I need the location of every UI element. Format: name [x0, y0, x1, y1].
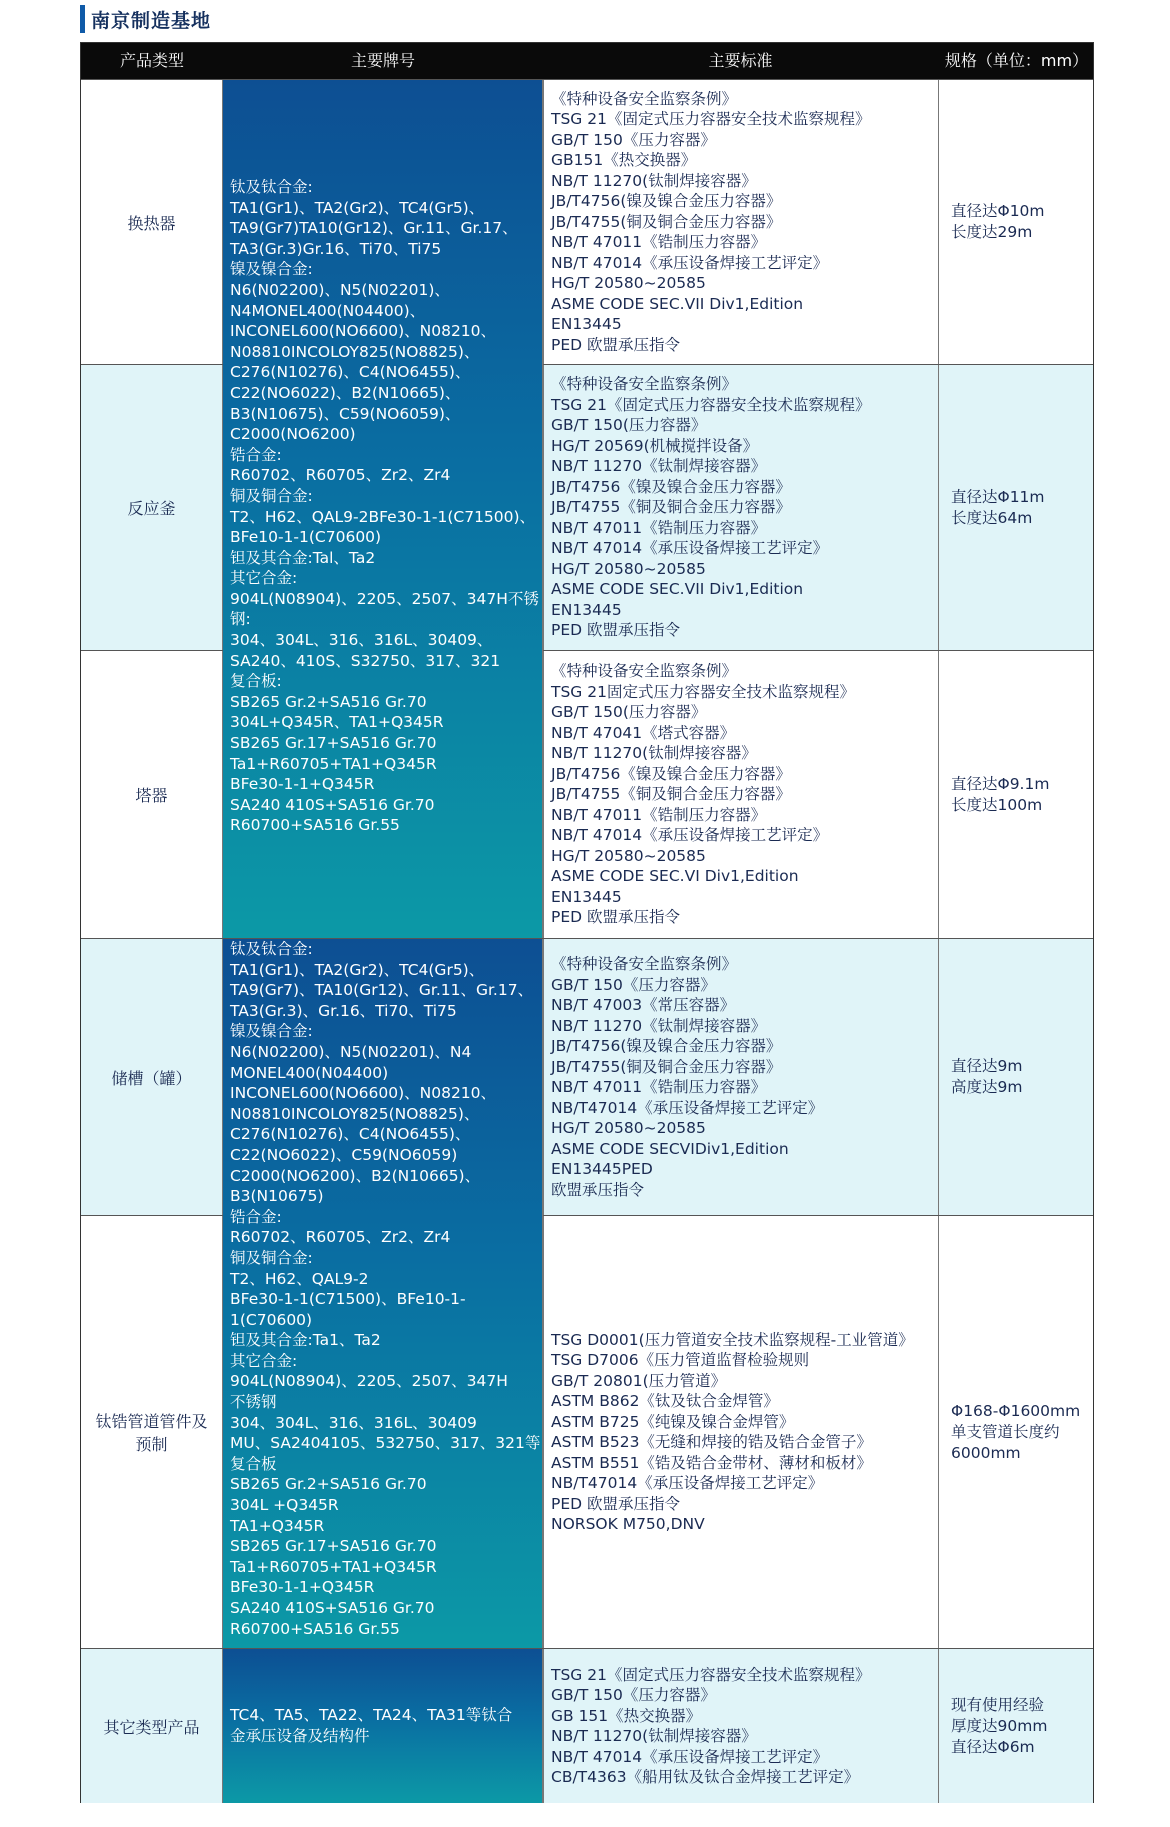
standards-cell: 《特种设备安全监察条例》 GB/T 150《压力容器》 NB/T 47003《常压容器》 NB/T 11270《钛制焊接容器》 JB/T4756(镍及镍合金压力容器》 JB/T4755(铜及铜合金压力容器》 NB/T 47011《锆制压力容器》 NB/T47014《承压设备焊接工艺评定》 HG/T 20580~20585 ASME CODE SECVIDiv1,Edition EN13445PED 欧盟承压指令 — [543, 939, 938, 1215]
brand-block-other — [223, 1649, 543, 1803]
standards-cell: 《特种设备安全监察条例》 TSG 21《固定式压力容器安全技术监察规程》 GB/T 150(压力容器》 HG/T 20569(机械搅拌设备》 NB/T 11270《钛制焊接容器》 JB/T4756《镍及镍合金压力容器》 JB/T4755《铜及铜合金压力容器》 NB/T 47011《锆制压力容器》 NB/T 47014《承压设备焊接工艺评定》 HG/T 20580~20585 ASME CODE SEC.VII Div1,Edition EN13445 PED 欧盟承压指令 — [543, 365, 938, 650]
brand-list: TC4、TA5、TA22、TA24、TA31等钛合 金承压设备及结构件 — [230, 1706, 513, 1745]
section-title-bar — [80, 4, 211, 34]
brand-list: 钛及钛合金: TA1(Gr1)、TA2(Gr2)、TC4(Gr5)、 TA9(Gr7)TA10(Gr12)、Gr.11、Gr.17、 TA3(Gr.3)Gr.16、Ti70、Ti75 镍及镍合金: N6(N02200)、N5(N02201)、 N4MONEL400(N04400)、 INCONEL600(NO6600)、N08210、 N08810INCOLOY825(NO8825)、 C276(N10276)、C4(NO6455)、 C22(NO6022)、B2(N10665)、 B3(N10675)、C59(NO6059)、 C2000(NO6200) 锆合金: R60702、R60705、Zr2、Zr4 铜及铜合金: T2、H62、QAL9-2BFe30-1-1(C71500)、 BFe10-1-1(C70600) 钽及其合金:Tal、Ta2 其它合金: 904L(N08904)、2205、2507、347H不锈 钢: 304、304L、316、316L、30409、 SA240、410S、S32750、317、321 复合板: SB265 Gr.2+SA516 Gr.70 304L+Q345R、TA1+Q345R SB265 Gr.17+SA516 Gr.70 Ta1+R60705+TA1+Q345R BFe30-1-1+Q345R SA240 410S+SA516 Gr.70 R60700+SA516 Gr.55 — [230, 178, 539, 835]
standards-cell: 《特种设备安全监察条例》 TSG 21固定式压力容器安全技术监察规程》 GB/T 150(压力容器》 NB/T 47041《塔式容器》 NB/T 11270(钛制焊接容器》 JB/T4756《镍及镍合金压力容器》 JB/T4755《铜及铜合金压力容器》 NB/T 47011《锆制压力容器》 NB/T 47014《承压设备焊接工艺评定》 HG/T 20580~20585 ASME CODE SEC.VI Div1,Edition EN13445 PED 欧盟承压指令 — [543, 651, 938, 938]
spec-cell: 现有使用经验 厚度达90mm 直径达Φ6m — [938, 1649, 1095, 1803]
spec-cell: 直径达Φ11m 长度达64m — [938, 365, 1095, 650]
header-spec: 规格（单位：mm） — [944, 51, 1089, 70]
product-table — [80, 42, 1094, 1803]
brand-list: 钛及钛合金: TA1(Gr1)、TA2(Gr2)、TC4(Gr5)、 TA9(Gr7)、TA10(Gr12)、Gr.11、Gr.17、 TA3(Gr.3)、Gr.16、Ti70、Ti75 镍及镍合金: N6(N02200)、N5(N02201)、N4 MONEL400(N04400) INCONEL600(NO6600)、N08210、 N08810INCOLOY825(NO8825)、 C276(N10276)、C4(NO6455)、 C22(NO6022)、C59(NO6059) C2000(NO6200)、B2(N10665)、 B3(N10675) 锆合金: R60702、R60705、Zr2、Zr4 铜及铜合金: T2、H62、QAL9-2 BFe30-1-1(C71500)、BFe10-1-1(C70600) 钽及其合金:Ta1、Ta2 其它合金: 904L(N08904)、2205、2507、347H 不锈钢 304、304L、316、316L、30409 MU、SA2404105、532750、317、321等 复合板 SB265 Gr.2+SA516 Gr.70 304L +Q345R TA1+Q345R SB265 Gr.17+SA516 Gr.70 Ta1+R60705+TA1+Q345R BFe30-1-1+Q345R SA240 410S+SA516 Gr.70 R60700+SA516 Gr.55 — [230, 940, 541, 1638]
product-type-cell: 储槽（罐） — [81, 939, 223, 1215]
spec-cell: 直径达9m 高度达9m — [938, 939, 1095, 1215]
brand-block-tanks-pipes — [223, 939, 543, 1648]
header-type: 产品类型 — [119, 51, 184, 70]
title-accent-bar — [80, 5, 85, 33]
product-type-cell: 钛锆管道管件及预制 — [81, 1216, 223, 1648]
product-type-cell: 换热器 — [81, 80, 223, 364]
spec-cell: 直径达Φ10m 长度达29m — [938, 80, 1095, 364]
page-title: 南京制造基地 — [91, 9, 212, 32]
brand-block-vessels — [223, 80, 543, 938]
product-type-cell: 其它类型产品 — [81, 1649, 223, 1803]
product-type-cell: 塔器 — [81, 651, 223, 938]
spec-cell: Φ168-Φ1600mm 单支管道长度约 6000mm — [938, 1216, 1095, 1648]
standards-cell: 《特种设备安全监察条例》 TSG 21《固定式压力容器安全技术监察规程》 GB/T 150《压力容器》 GB151《热交换器》 NB/T 11270(钛制焊接容器》 JB/T4756(镍及镍合金压力容器》 JB/T4755(铜及铜合金压力容器》 NB/T 47011《锆制压力容器》 NB/T 47014《承压设备焊接工艺评定》 HG/T 20580~20585 ASME CODE SEC.VII Div1,Edition EN13445 PED 欧盟承压指令 — [543, 80, 938, 364]
standards-cell: TSG 21《固定式压力容器安全技术监察规程》 GB/T 150《压力容器》 GB 151《热交换器》 NB/T 11270(钛制焊接容器》 NB/T 47014《承压设备焊接工艺评定》 CB/T4363《船用钛及钛合金焊接工艺评定》 — [543, 1649, 938, 1803]
spec-cell: 直径达Φ9.1m 长度达100m — [938, 651, 1095, 938]
header-brand: 主要牌号 — [350, 51, 415, 70]
header-standard: 主要标准 — [708, 51, 773, 70]
standards-cell: TSG D0001(压力管道安全技术监察规程-工业管道》 TSG D7006《压力管道监督检验规则 GB/T 20801(压力管道》 ASTM B862《钛及钛合金焊管》 ASTM B725《纯镍及镍合金焊管》 ASTM B523《无缝和焊接的锆及锆合金管子》 ASTM B551《锆及锆合金带材、薄材和板材》 NB/T47014《承压设备焊接工艺评定》 PED 欧盟承压指令 NORSOK M750,DNV — [543, 1216, 938, 1648]
table-header — [81, 43, 1093, 79]
product-type-cell: 反应釜 — [81, 365, 223, 650]
